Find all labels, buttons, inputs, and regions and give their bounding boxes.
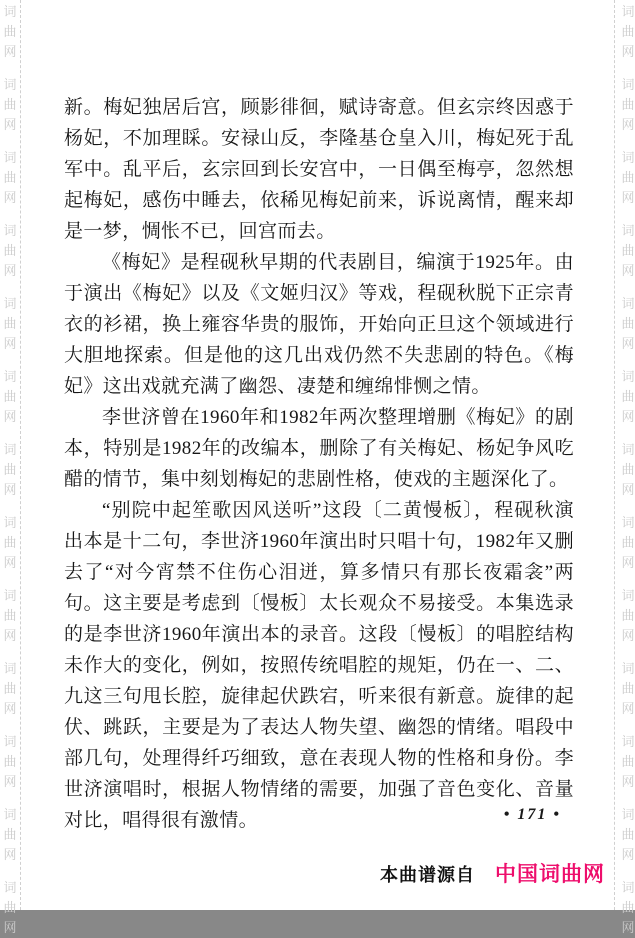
watermark-group xyxy=(0,2,20,62)
watermark-char: 词 xyxy=(621,588,635,603)
watermark-group xyxy=(621,221,635,281)
watermark-char: 曲 xyxy=(3,681,17,696)
watermark-char: 网 xyxy=(3,336,17,351)
watermark-group xyxy=(0,659,20,719)
watermark-group xyxy=(621,878,635,938)
watermark-column-right xyxy=(614,0,635,935)
watermark-char: 网 xyxy=(621,628,635,643)
watermark-char: 曲 xyxy=(621,24,635,39)
paragraph: 新。梅妃独居后宫，顾影徘徊，赋诗寄意。但玄宗终因惑于杨妃，不加理睬。安禄山反，李隆基仓皇入川，梅妃死于乱军中。乱平后，玄宗回到长安宫中，一日偶至梅亭，忽然想起梅妃，感伤中睡去，依稀见梅妃前来，诉说离情，醒来却是一梦，惆怅不已，回宫而去。 xyxy=(64,97,574,242)
watermark-char: 曲 xyxy=(3,389,17,404)
watermark-char: 网 xyxy=(3,117,17,132)
watermark-char: 词 xyxy=(621,369,635,384)
watermark-char: 曲 xyxy=(621,608,635,623)
watermark-group xyxy=(0,440,20,500)
watermark-column-left xyxy=(0,0,21,935)
watermark-char: 网 xyxy=(3,774,17,789)
watermark-char: 网 xyxy=(621,336,635,351)
watermark-group xyxy=(0,367,20,427)
watermark-group xyxy=(0,513,20,573)
watermark-char: 词 xyxy=(621,296,635,311)
watermark-char: 词 xyxy=(3,223,17,238)
watermark-char: 词 xyxy=(3,150,17,165)
watermark-char: 曲 xyxy=(621,316,635,331)
watermark-char: 曲 xyxy=(621,97,635,112)
watermark-char: 词 xyxy=(621,807,635,822)
watermark-char: 词 xyxy=(621,77,635,92)
watermark-char: 词 xyxy=(3,77,17,92)
watermark-char: 曲 xyxy=(3,243,17,258)
watermark-char: 词 xyxy=(621,661,635,676)
watermark-char: 网 xyxy=(3,555,17,570)
watermark-char: 词 xyxy=(3,442,17,457)
footer xyxy=(380,858,605,888)
watermark-char: 曲 xyxy=(3,170,17,185)
watermark-group xyxy=(621,75,635,135)
watermark-group xyxy=(0,221,20,281)
watermark-char: 网 xyxy=(621,117,635,132)
watermark-char: 网 xyxy=(3,409,17,424)
watermark-char: 网 xyxy=(3,482,17,497)
watermark-char: 词 xyxy=(621,734,635,749)
watermark-char: 曲 xyxy=(621,681,635,696)
watermark-group xyxy=(0,732,20,792)
watermark-char: 网 xyxy=(621,920,635,935)
watermark-char: 词 xyxy=(3,807,17,822)
watermark-group xyxy=(621,586,635,646)
watermark-group xyxy=(0,148,20,208)
watermark-group xyxy=(621,294,635,354)
watermark-char: 曲 xyxy=(621,900,635,915)
watermark-char: 曲 xyxy=(621,389,635,404)
paragraph: 《梅妃》是程砚秋早期的代表剧目，编演于1925年。由于演出《梅妃》以及《文姬归汉》等戏，程砚秋脱下正宗青衣的衫裙，换上雍容华贵的服饰，开始向正旦这个领域进行大胆地探索。但是他的这几出戏仍然不失悲剧的特色。《梅妃》这出戏就充满了幽怨、凄楚和缠绵悱恻之情。 xyxy=(64,252,574,397)
watermark-char: 网 xyxy=(621,555,635,570)
body-text xyxy=(64,92,574,836)
watermark-char: 词 xyxy=(621,515,635,530)
watermark-group xyxy=(0,294,20,354)
watermark-group xyxy=(621,513,635,573)
watermark-group xyxy=(621,367,635,427)
watermark-char: 网 xyxy=(621,263,635,278)
footer-source-text: 本曲谱源自 xyxy=(380,865,475,885)
page-number: • 171 • xyxy=(503,806,561,823)
watermark-char: 网 xyxy=(3,44,17,59)
watermark-char: 词 xyxy=(3,515,17,530)
watermark-char: 词 xyxy=(621,223,635,238)
watermark-char: 曲 xyxy=(3,900,17,915)
watermark-char: 词 xyxy=(621,880,635,895)
watermark-group xyxy=(621,440,635,500)
watermark-char: 网 xyxy=(3,701,17,716)
watermark-char: 网 xyxy=(621,190,635,205)
watermark-char: 曲 xyxy=(621,170,635,185)
watermark-char: 曲 xyxy=(621,462,635,477)
paragraph: “别院中起笙歌因风送听”这段〔二黄慢板〕，程砚秋演出本是十二句，李世济1960年演出时只唱十句，1982年又删去了“对今宵禁不住伤心泪迸，算多情只有那长夜霜衾”两句。这主要是考虑到〔慢板〕太长观众不易接受。本集选录的是李世济1960年演出本的录音。这段〔慢板〕的唱腔结构未作大的变化，例如，按照传统唱腔的规矩，仍在一、二、九这三句甩长腔，旋律起伏跌宕，听来很有新意。旋律的起伏、跳跃，主要是为了表达人物失望、幽怨的情绪。唱段中部几句，处理得纤巧细致，意在表现人物的性格和身份。李世济演唱时，根据人物情绪的需要，加强了音色变化、音量对比，唱得很有激情。 xyxy=(64,500,574,831)
watermark-char: 网 xyxy=(3,190,17,205)
watermark-char: 曲 xyxy=(3,316,17,331)
watermark-char: 曲 xyxy=(3,535,17,550)
watermark-char: 词 xyxy=(621,150,635,165)
watermark-char: 曲 xyxy=(621,243,635,258)
watermark-char: 曲 xyxy=(3,24,17,39)
watermark-group xyxy=(621,732,635,792)
watermark-char: 词 xyxy=(621,4,635,19)
watermark-char: 网 xyxy=(3,263,17,278)
watermark-group xyxy=(621,659,635,719)
watermark-char: 曲 xyxy=(621,535,635,550)
watermark-char: 曲 xyxy=(3,97,17,112)
watermark-char: 网 xyxy=(621,847,635,862)
watermark-char: 词 xyxy=(3,588,17,603)
watermark-group xyxy=(621,805,635,865)
watermark-group xyxy=(0,878,20,938)
watermark-group xyxy=(621,2,635,62)
watermark-char: 曲 xyxy=(3,827,17,842)
watermark-char: 词 xyxy=(3,661,17,676)
watermark-group xyxy=(0,75,20,135)
watermark-char: 曲 xyxy=(621,754,635,769)
paragraph: 李世济曾在1960年和1982年两次整理增删《梅妃》的剧本，特别是1982年的改编本，删除了有关梅妃、杨妃争风吃醋的情节，集中刻划梅妃的悲剧性格，使戏的主题深化了。 xyxy=(64,407,574,490)
watermark-char: 词 xyxy=(3,4,17,19)
watermark-char: 曲 xyxy=(3,754,17,769)
watermark-char: 词 xyxy=(3,296,17,311)
watermark-char: 网 xyxy=(621,44,635,59)
watermark-char: 词 xyxy=(621,442,635,457)
watermark-char: 曲 xyxy=(3,462,17,477)
watermark-group xyxy=(0,586,20,646)
watermark-group xyxy=(621,148,635,208)
watermark-char: 网 xyxy=(621,774,635,789)
watermark-char: 词 xyxy=(3,369,17,384)
watermark-char: 曲 xyxy=(621,827,635,842)
footer-site-name: 中国词曲网 xyxy=(495,863,605,886)
watermark-char: 网 xyxy=(3,847,17,862)
watermark-char: 网 xyxy=(621,701,635,716)
watermark-char: 网 xyxy=(3,920,17,935)
watermark-char: 网 xyxy=(621,409,635,424)
watermark-char: 曲 xyxy=(3,608,17,623)
watermark-char: 网 xyxy=(621,482,635,497)
watermark-char: 词 xyxy=(3,734,17,749)
watermark-char: 词 xyxy=(3,880,17,895)
watermark-group xyxy=(0,805,20,865)
watermark-char: 网 xyxy=(3,628,17,643)
